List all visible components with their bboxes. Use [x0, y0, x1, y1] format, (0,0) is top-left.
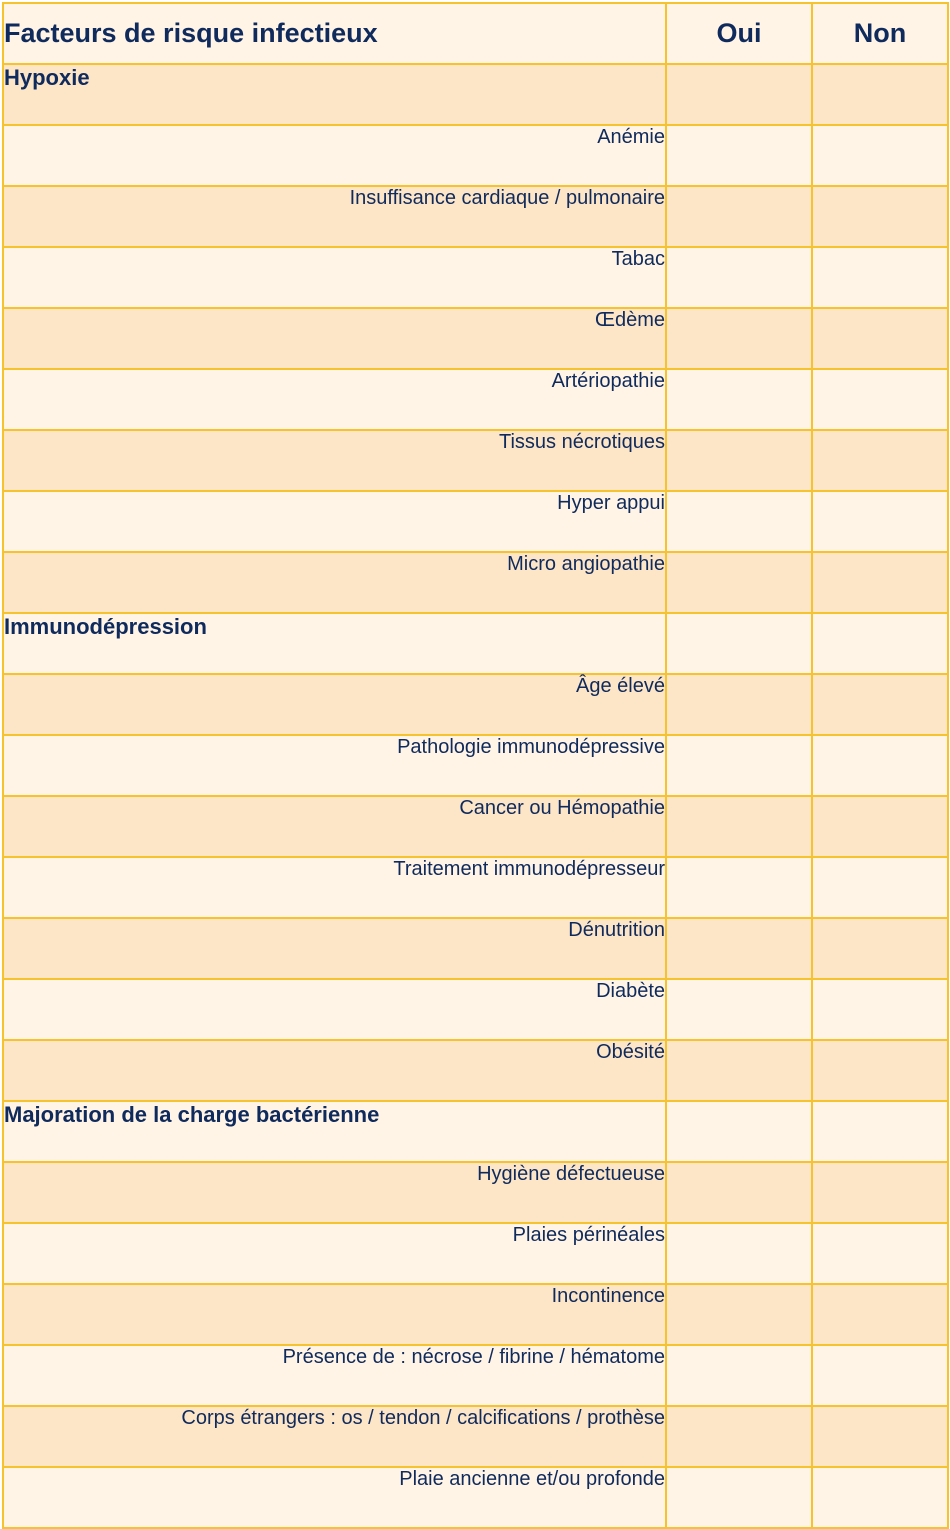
risk-factor-label: Artériopathie: [3, 369, 666, 430]
oui-cell[interactable]: [666, 186, 812, 247]
non-cell[interactable]: [812, 735, 948, 796]
non-cell[interactable]: [812, 1040, 948, 1101]
category-row: [3, 1101, 948, 1162]
risk-factor-label: Hyper appui: [3, 491, 666, 552]
risk-factor-label: Œdème: [3, 308, 666, 369]
table-row: [3, 491, 948, 552]
table-row: [3, 186, 948, 247]
table-row: [3, 125, 948, 186]
risk-factor-label: Plaies périnéales: [3, 1223, 666, 1284]
non-cell[interactable]: [812, 1162, 948, 1223]
table-row: [3, 1040, 948, 1101]
non-cell[interactable]: [812, 796, 948, 857]
table-header-row: [3, 3, 948, 64]
table-row: [3, 1284, 948, 1345]
oui-cell[interactable]: [666, 735, 812, 796]
oui-cell[interactable]: [666, 1467, 812, 1528]
oui-cell[interactable]: [666, 125, 812, 186]
risk-factor-label: Obésité: [3, 1040, 666, 1101]
risk-factor-label: Pathologie immunodépressive: [3, 735, 666, 796]
non-cell[interactable]: [812, 1284, 948, 1345]
oui-cell[interactable]: [666, 1223, 812, 1284]
oui-cell[interactable]: [666, 613, 812, 674]
non-cell[interactable]: [812, 369, 948, 430]
risk-factor-label: Dénutrition: [3, 918, 666, 979]
table-row: [3, 430, 948, 491]
oui-cell[interactable]: [666, 1284, 812, 1345]
non-cell[interactable]: [812, 918, 948, 979]
table-row: [3, 918, 948, 979]
category-row: [3, 64, 948, 125]
oui-cell[interactable]: [666, 308, 812, 369]
non-cell[interactable]: [812, 125, 948, 186]
non-cell[interactable]: [812, 1467, 948, 1528]
non-cell[interactable]: [812, 613, 948, 674]
oui-cell[interactable]: [666, 857, 812, 918]
risk-factor-label: Plaie ancienne et/ou profonde: [3, 1467, 666, 1528]
non-cell[interactable]: [812, 1223, 948, 1284]
oui-cell[interactable]: [666, 1345, 812, 1406]
oui-cell[interactable]: [666, 247, 812, 308]
table-row: [3, 1162, 948, 1223]
table-row: [3, 857, 948, 918]
non-cell[interactable]: [812, 491, 948, 552]
risk-factor-label: Hygiène défectueuse: [3, 1162, 666, 1223]
risk-factor-label: Tabac: [3, 247, 666, 308]
risk-factors-table: [2, 2, 949, 1529]
oui-cell[interactable]: [666, 1406, 812, 1467]
table-row: [3, 674, 948, 735]
non-cell[interactable]: [812, 552, 948, 613]
oui-cell[interactable]: [666, 552, 812, 613]
risk-factor-label: Âge élevé: [3, 674, 666, 735]
non-cell[interactable]: [812, 247, 948, 308]
table-row: [3, 1467, 948, 1528]
risk-factor-label: Cancer ou Hémopathie: [3, 796, 666, 857]
risk-factor-label: Traitement immunodépresseur: [3, 857, 666, 918]
non-cell[interactable]: [812, 308, 948, 369]
non-cell[interactable]: [812, 857, 948, 918]
oui-cell[interactable]: [666, 979, 812, 1040]
non-cell[interactable]: [812, 1406, 948, 1467]
oui-cell[interactable]: [666, 1040, 812, 1101]
oui-cell[interactable]: [666, 491, 812, 552]
oui-cell[interactable]: [666, 64, 812, 125]
header-yes: Oui: [666, 3, 812, 64]
risk-factor-label: Micro angiopathie: [3, 552, 666, 613]
oui-cell[interactable]: [666, 674, 812, 735]
risk-factor-label: Tissus nécrotiques: [3, 430, 666, 491]
risk-factor-label: Diabète: [3, 979, 666, 1040]
table-row: [3, 735, 948, 796]
category-label: Majoration de la charge bactérienne: [3, 1101, 666, 1162]
table-row: [3, 308, 948, 369]
category-label: Hypoxie: [3, 64, 666, 125]
category-row: [3, 613, 948, 674]
oui-cell[interactable]: [666, 1101, 812, 1162]
oui-cell[interactable]: [666, 796, 812, 857]
table-row: [3, 369, 948, 430]
non-cell[interactable]: [812, 430, 948, 491]
oui-cell[interactable]: [666, 369, 812, 430]
table-row: [3, 796, 948, 857]
table-row: [3, 1406, 948, 1467]
risk-factor-label: Incontinence: [3, 1284, 666, 1345]
non-cell[interactable]: [812, 64, 948, 125]
category-label: Immunodépression: [3, 613, 666, 674]
oui-cell[interactable]: [666, 918, 812, 979]
header-label: Facteurs de risque infectieux: [3, 3, 666, 64]
non-cell[interactable]: [812, 186, 948, 247]
non-cell[interactable]: [812, 979, 948, 1040]
risk-factor-label: Corps étrangers : os / tendon / calcifications / prothèse: [3, 1406, 666, 1467]
oui-cell[interactable]: [666, 430, 812, 491]
table-row: [3, 552, 948, 613]
table-row: [3, 1223, 948, 1284]
non-cell[interactable]: [812, 1101, 948, 1162]
table-row: [3, 979, 948, 1040]
oui-cell[interactable]: [666, 1162, 812, 1223]
header-no: Non: [812, 3, 948, 64]
table-row: [3, 1345, 948, 1406]
risk-factor-label: Anémie: [3, 125, 666, 186]
risk-factor-label: Insuffisance cardiaque / pulmonaire: [3, 186, 666, 247]
table-row: [3, 247, 948, 308]
non-cell[interactable]: [812, 674, 948, 735]
non-cell[interactable]: [812, 1345, 948, 1406]
risk-factor-label: Présence de : nécrose / fibrine / hématome: [3, 1345, 666, 1406]
